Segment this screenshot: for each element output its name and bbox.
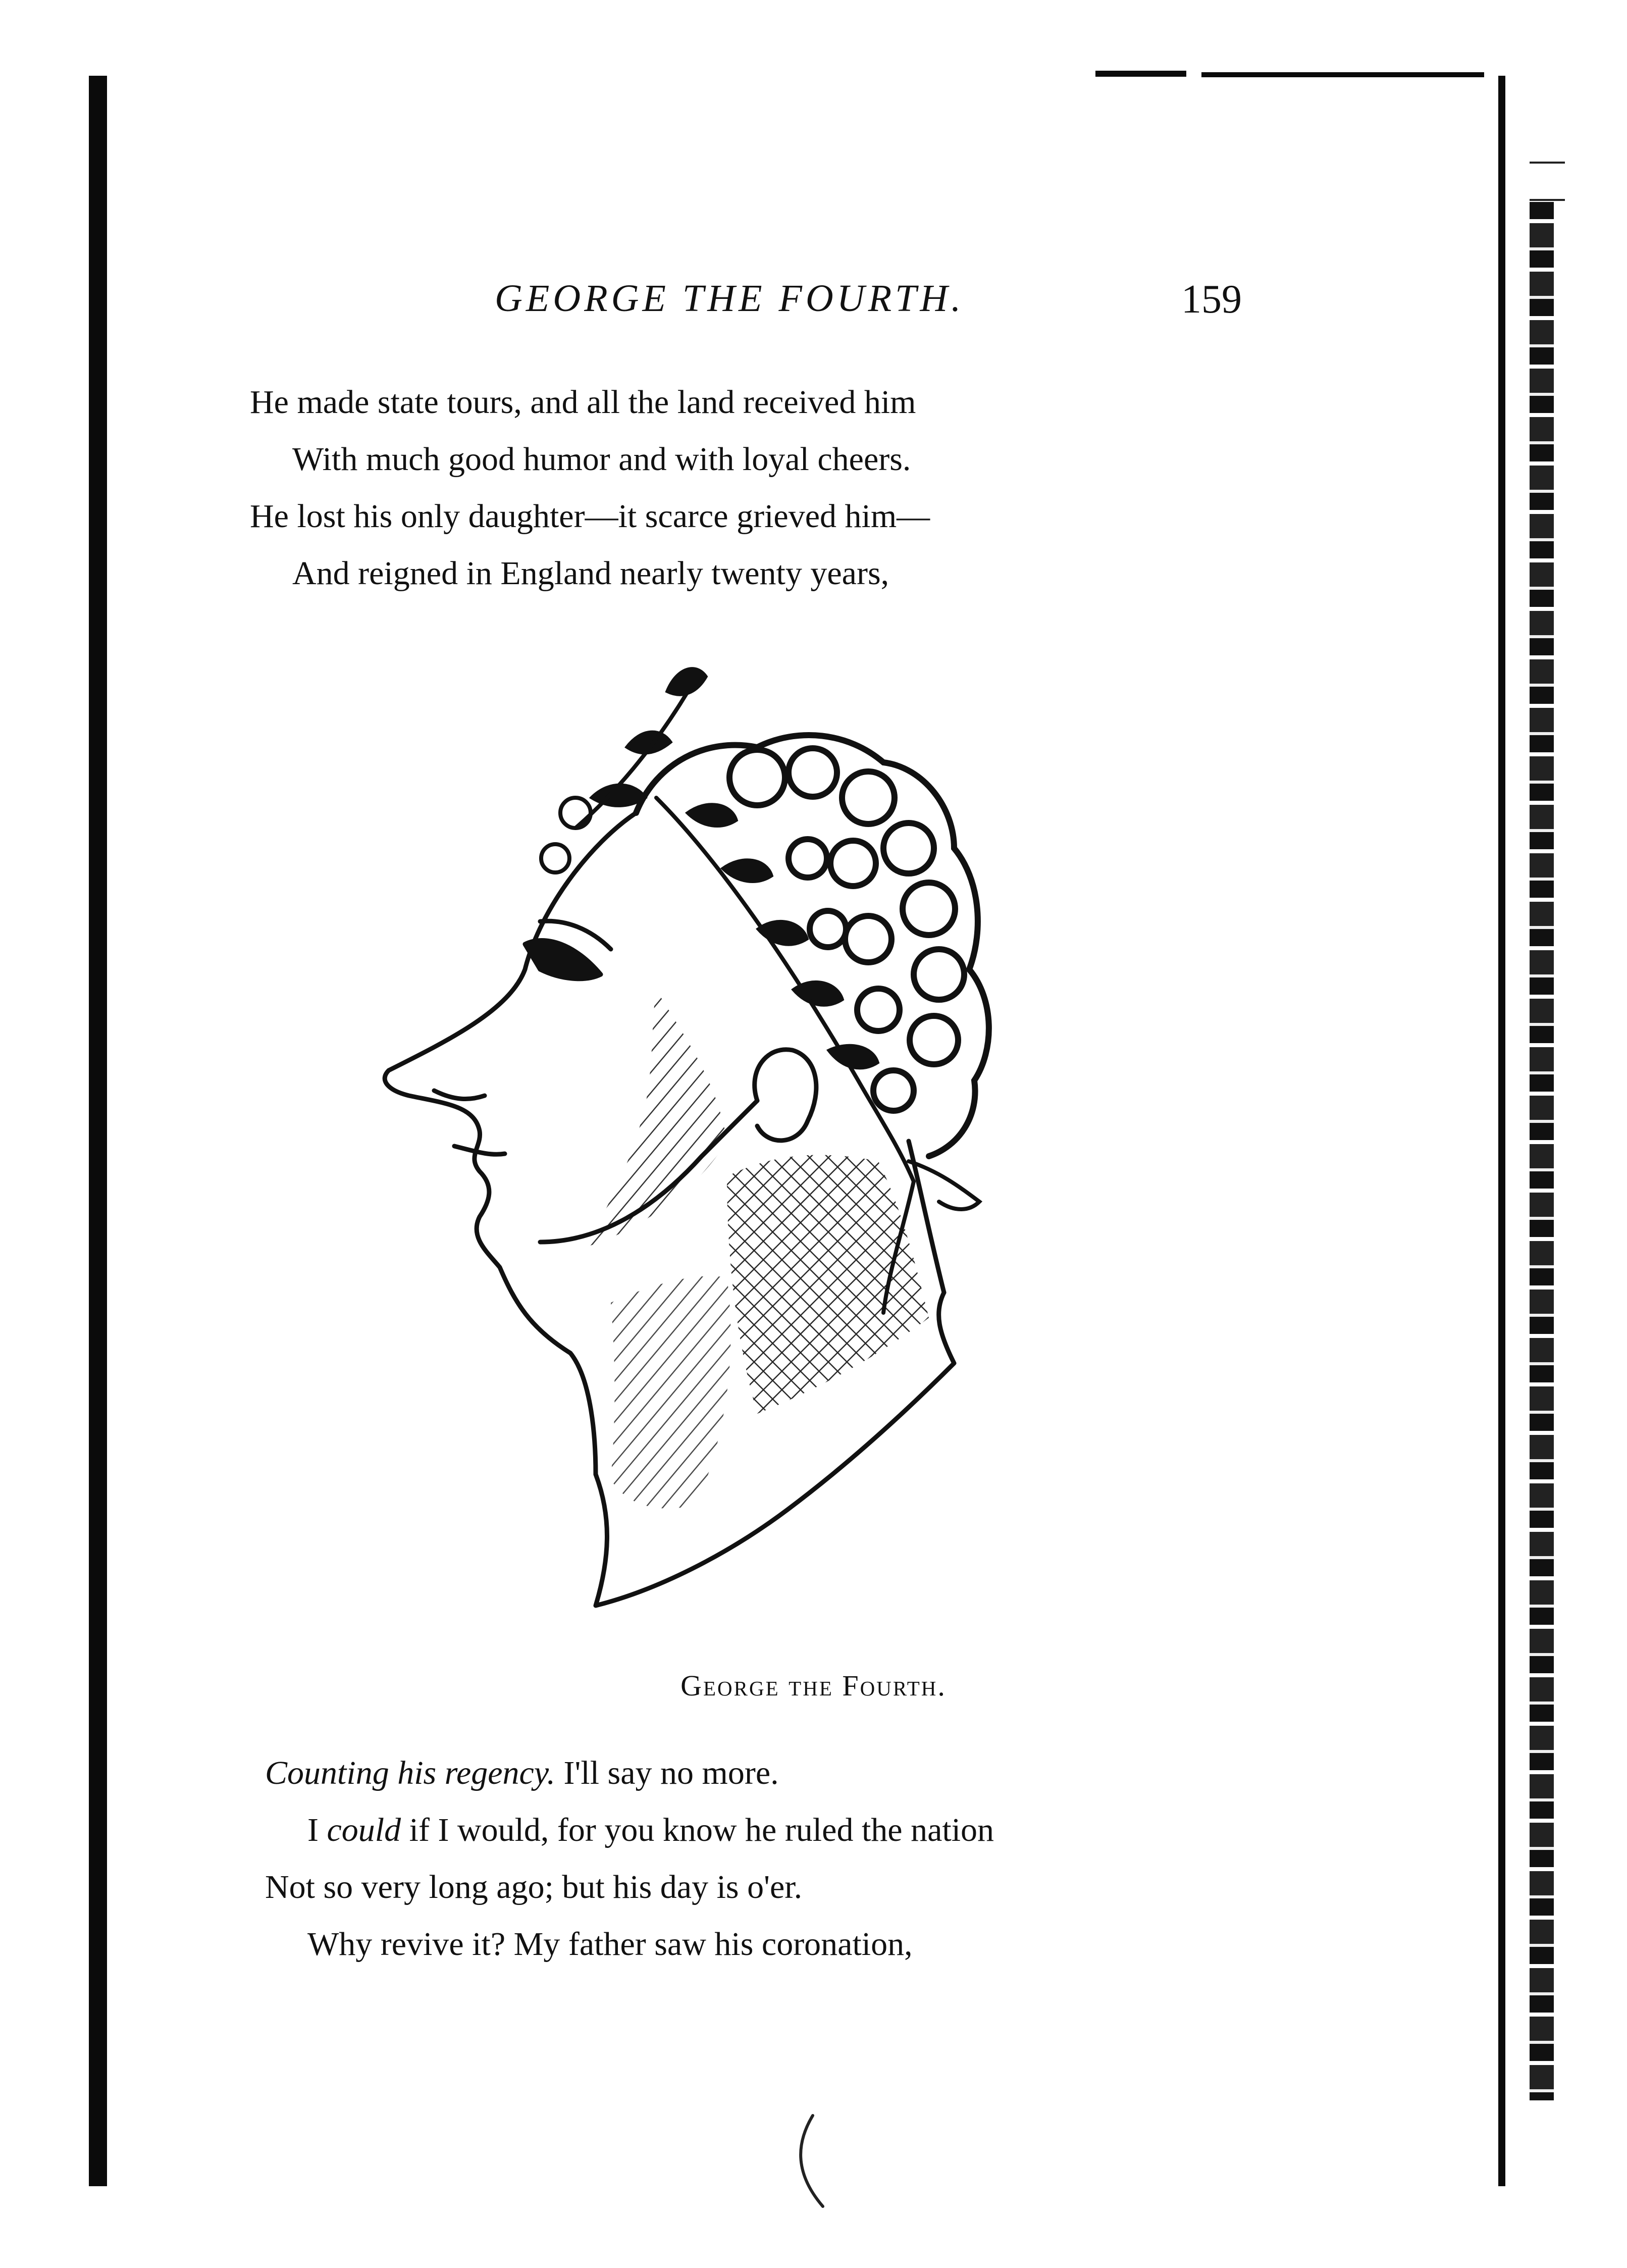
left-border-rule bbox=[89, 76, 107, 2186]
eye bbox=[525, 941, 601, 979]
verse-line: I could if I would, for you know he ruled the nation bbox=[307, 1812, 994, 1848]
scan-edge-marks bbox=[1530, 162, 1565, 201]
portrait-illustration bbox=[374, 646, 1131, 1651]
top-border-rule bbox=[1095, 71, 1186, 77]
running-header bbox=[495, 277, 1313, 322]
verse-line: He made state tours, and all the land received him bbox=[250, 384, 916, 421]
verse-line: Why revive it? My father saw his coronation, bbox=[307, 1926, 913, 1963]
right-border-rule bbox=[1498, 76, 1505, 2186]
top-border-rule-right bbox=[1201, 72, 1484, 77]
stanza-bottom bbox=[265, 1744, 994, 1973]
illustration-caption: George the Fourth. bbox=[680, 1669, 947, 1702]
ear bbox=[755, 1050, 816, 1141]
verse-line: Counting his regency. I'll say no more. bbox=[265, 1755, 779, 1791]
verse-line: Not so very long ago; but his day is o'er. bbox=[265, 1869, 803, 1905]
face-outline bbox=[385, 813, 636, 1474]
scan-edge-strip bbox=[1530, 202, 1554, 2100]
page-number: 159 bbox=[1181, 277, 1242, 322]
running-title: GEORGE THE FOURTH. bbox=[495, 277, 965, 320]
stray-mark bbox=[782, 2110, 843, 2211]
stanza-top bbox=[250, 374, 930, 602]
verse-line: He lost his only daughter—it scarce grieved him— bbox=[250, 498, 930, 535]
italic-phrase: Counting his regency. bbox=[265, 1755, 555, 1791]
verse-line: And reigned in England nearly twenty years, bbox=[292, 555, 889, 592]
verse-line: With much good humor and with loyal cheers. bbox=[292, 441, 911, 478]
italic-word: could bbox=[327, 1812, 401, 1848]
laurel-wreath bbox=[591, 668, 878, 1068]
